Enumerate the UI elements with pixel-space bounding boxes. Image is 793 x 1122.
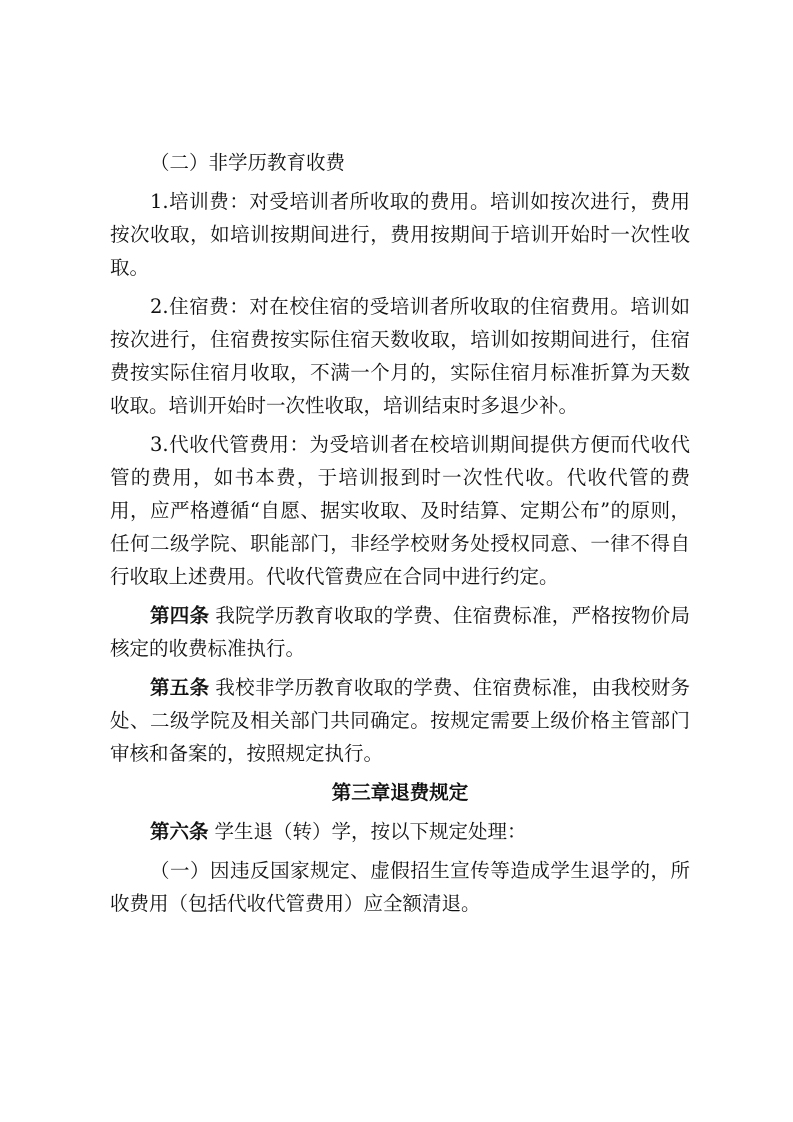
item-training-fee: 1.培训费：对受培训者所收取的费用。培训如按次进行，费用按次收取，如培训按期间进行，费用按期间于培训开始时一次性收取。	[110, 190, 690, 279]
document-page	[110, 146, 690, 926]
section-title: （二）非学历教育收费	[150, 151, 346, 174]
article-6-text: 学生退（转）学，按以下规定处理：	[214, 820, 527, 843]
article-4-label: 第四条	[150, 604, 210, 627]
article-5-label: 第五条	[150, 676, 210, 699]
article-6-label: 第六条	[150, 820, 209, 843]
clause-1: （一）因违反国家规定、虚假招生宣传等造成学生退学的，所收费用（包括代收代管费用）应全额清退。	[110, 859, 690, 915]
item-accommodation-fee: 2.住宿费：对在校住宿的受培训者所收取的住宿费用。培训如按次进行，住宿费按实际住宿天数收取，培训如按期间进行，住宿费按实际住宿月收取，不满一个月的，实际住宿月标准折算为天数收取。培训开始时一次性收取，培训结束时多退少补。	[110, 295, 690, 417]
article-5-text: 我校非学历教育收取的学费、住宿费标准，由我校财务处、二级学院及相关部门共同确定。按规定需要上级价格主管部门审核和备案的，按照规定执行。	[110, 676, 690, 765]
item-collection-fee: 3.代收代管费用：为受培训者在校培训期间提供方便而代收代管的费用，如书本费，于培训报到时一次性代收。代收代管的费用，应严格遵循“自愿、据实收取、及时结算、定期公布”的原则，任何二级学院、职能部门，非经学校财务处授权同意、一律不得自行收取上述费用。代收代管费应在合同中进行约定。	[110, 433, 690, 588]
article-4	[110, 599, 690, 665]
article-4-text: 我院学历教育收取的学费、住宿费标准，严格按物价局核定的收费标准执行。	[110, 604, 690, 660]
article-5	[110, 671, 690, 770]
chapter-3-title: 第三章退费规定	[331, 781, 469, 804]
article-6	[110, 815, 690, 848]
